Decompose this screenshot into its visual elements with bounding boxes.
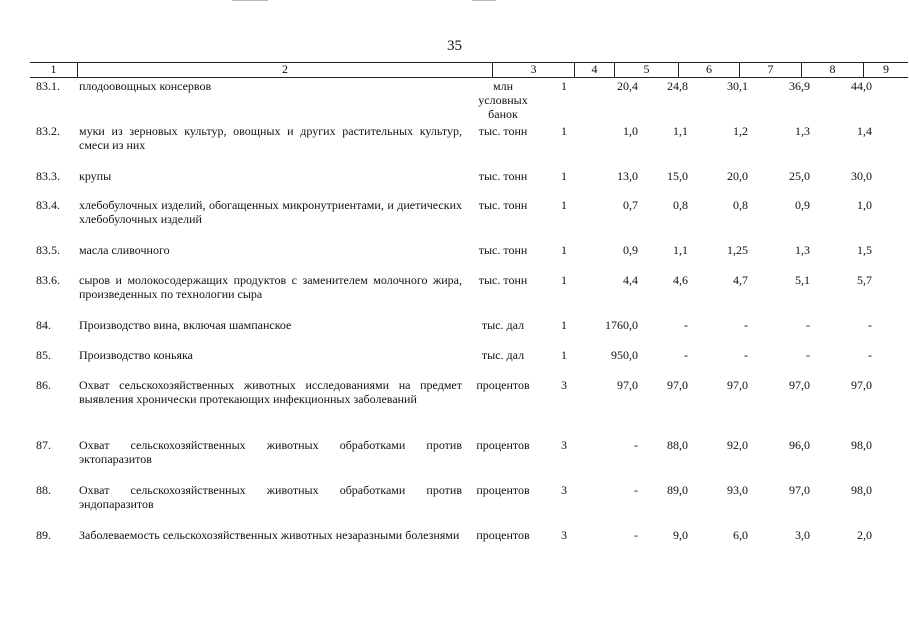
value-col-6: 4,6	[673, 273, 688, 287]
value-col-5: 4,4	[623, 273, 638, 287]
column-header-6: 6	[678, 63, 739, 77]
source-code: 1	[561, 348, 567, 362]
page-number: 35	[447, 38, 462, 54]
source-code: 1	[561, 318, 567, 332]
value-col-9: -	[868, 318, 872, 332]
column-header-1: 1	[50, 62, 57, 76]
value-col-7: 6,0	[733, 528, 748, 542]
value-col-8: 25,0	[789, 169, 810, 183]
value-col-5: 1760,0	[605, 318, 638, 332]
value-col-9: 98,0	[851, 483, 872, 497]
row-number: 86.	[36, 378, 51, 392]
value-col-5: 950,0	[611, 348, 638, 362]
value-col-6: 0,8	[673, 198, 688, 212]
value-col-9: 44,0	[851, 79, 872, 93]
value-col-6: 24,8	[667, 79, 688, 93]
indicator-name: плодоовощных консервов	[79, 79, 212, 93]
value-col-5: 97,0	[617, 378, 638, 392]
value-col-6: -	[684, 318, 688, 332]
column-header-5: 5	[614, 63, 678, 77]
value-col-6: 15,0	[667, 169, 688, 183]
source-code: 1	[561, 243, 567, 257]
unit: процентов	[476, 528, 530, 542]
value-col-5: 0,9	[623, 243, 638, 257]
source-code: 1	[561, 198, 567, 212]
column-header-7: 7	[739, 63, 801, 77]
value-col-5: -	[634, 528, 638, 542]
row-number: 83.3.	[36, 169, 60, 183]
value-col-6: 1,1	[673, 243, 688, 257]
row-number: 89.	[36, 528, 51, 542]
unit: тыс. тонн	[478, 124, 528, 138]
unit: тыс. тонн	[478, 198, 528, 212]
indicator-name: масла сливочного	[79, 243, 170, 257]
value-col-9: 1,5	[857, 243, 872, 257]
column-header-4: 4	[574, 63, 614, 77]
value-col-6: 1,1	[673, 124, 688, 138]
scan-mark-left	[232, 0, 268, 1]
value-col-5: 1,0	[623, 124, 638, 138]
value-col-5: 20,4	[617, 79, 638, 93]
source-code: 3	[561, 438, 567, 452]
value-col-7: 0,8	[733, 198, 748, 212]
row-number: 83.2.	[36, 124, 60, 138]
value-col-9: 1,0	[857, 198, 872, 212]
unit: процентов	[476, 438, 530, 452]
value-col-9: 98,0	[851, 438, 872, 452]
value-col-9: -	[868, 348, 872, 362]
indicator-name: сыров и молокосодержащих продуктов с заменителем молочного жира, произведенных по технологии сыра	[79, 273, 462, 301]
value-col-7: 20,0	[727, 169, 748, 183]
source-code: 1	[561, 169, 567, 183]
source-code: 1	[561, 124, 567, 138]
value-col-5: 13,0	[617, 169, 638, 183]
indicator-name: муки из зерновых культур, овощных и других растительных культур, смеси из них	[79, 124, 462, 152]
source-code: 1	[561, 273, 567, 287]
value-col-8: 97,0	[789, 483, 810, 497]
value-col-8: 1,3	[795, 243, 810, 257]
value-col-7: 97,0	[727, 378, 748, 392]
source-code: 1	[561, 79, 567, 93]
indicator-name: Охват сельскохозяйственных животных обработками против эндопаразитов	[79, 483, 462, 511]
unit: млн условных банок	[478, 79, 528, 121]
source-code: 3	[561, 378, 567, 392]
value-col-8: 1,3	[795, 124, 810, 138]
indicator-name: Производство вина, включая шампанское	[79, 318, 292, 332]
column-header-9: 9	[863, 63, 908, 77]
value-col-6: 9,0	[673, 528, 688, 542]
value-col-8: 5,1	[795, 273, 810, 287]
column-header-3: 3	[492, 63, 574, 77]
value-col-7: -	[744, 348, 748, 362]
column-header-8: 8	[801, 63, 863, 77]
indicator-name: крупы	[79, 169, 112, 183]
row-number: 87.	[36, 438, 51, 452]
value-col-9: 30,0	[851, 169, 872, 183]
row-number: 88.	[36, 483, 51, 497]
value-col-5: 0,7	[623, 198, 638, 212]
column-header-2: 2	[77, 63, 492, 77]
unit: процентов	[476, 483, 530, 497]
source-code: 3	[561, 528, 567, 542]
value-col-8: -	[806, 318, 810, 332]
value-col-8: 96,0	[789, 438, 810, 452]
value-col-8: 0,9	[795, 198, 810, 212]
scan-mark-right	[472, 0, 496, 1]
value-col-7: 92,0	[727, 438, 748, 452]
row-number: 83.4.	[36, 198, 60, 212]
value-col-6: -	[684, 348, 688, 362]
value-col-7: 4,7	[733, 273, 748, 287]
value-col-8: -	[806, 348, 810, 362]
unit: процентов	[476, 378, 530, 392]
unit: тыс. тонн	[478, 169, 528, 183]
value-col-7: -	[744, 318, 748, 332]
value-col-9: 5,7	[857, 273, 872, 287]
value-col-9: 2,0	[857, 528, 872, 542]
indicator-name: Производство коньяка	[79, 348, 193, 362]
unit: тыс. дал	[481, 318, 525, 332]
value-col-8: 97,0	[789, 378, 810, 392]
indicator-name: Охват сельскохозяйственных животных обработками против эктопаразитов	[79, 438, 462, 466]
indicator-name: хлебобулочных изделий, обогащенных микронутриентами, и диетических хлебобулочных изделий	[79, 198, 462, 226]
value-col-7: 1,25	[727, 243, 748, 257]
value-col-5: -	[634, 483, 638, 497]
value-col-7: 1,2	[733, 124, 748, 138]
value-col-9: 97,0	[851, 378, 872, 392]
row-number: 83.6.	[36, 273, 60, 287]
row-number: 83.1.	[36, 79, 60, 93]
value-col-8: 36,9	[789, 79, 810, 93]
source-code: 3	[561, 483, 567, 497]
value-col-9: 1,4	[857, 124, 872, 138]
unit: тыс. тонн	[478, 243, 528, 257]
value-col-6: 97,0	[667, 378, 688, 392]
row-number: 83.5.	[36, 243, 60, 257]
table-header-row	[30, 62, 908, 78]
value-col-7: 93,0	[727, 483, 748, 497]
row-number: 85.	[36, 348, 51, 362]
value-col-8: 3,0	[795, 528, 810, 542]
indicator-name: Заболеваемость сельскохозяйственных животных незаразными болезнями	[79, 528, 460, 542]
value-col-5: -	[634, 438, 638, 452]
value-col-6: 88,0	[667, 438, 688, 452]
value-col-6: 89,0	[667, 483, 688, 497]
unit: тыс. дал	[481, 348, 525, 362]
value-col-7: 30,1	[727, 79, 748, 93]
row-number: 84.	[36, 318, 51, 332]
indicator-name: Охват сельскохозяйственных животных исследованиями на предмет выявления хронически протекающих инфекционных заболеваний	[79, 378, 462, 406]
unit: тыс. тонн	[478, 273, 528, 287]
